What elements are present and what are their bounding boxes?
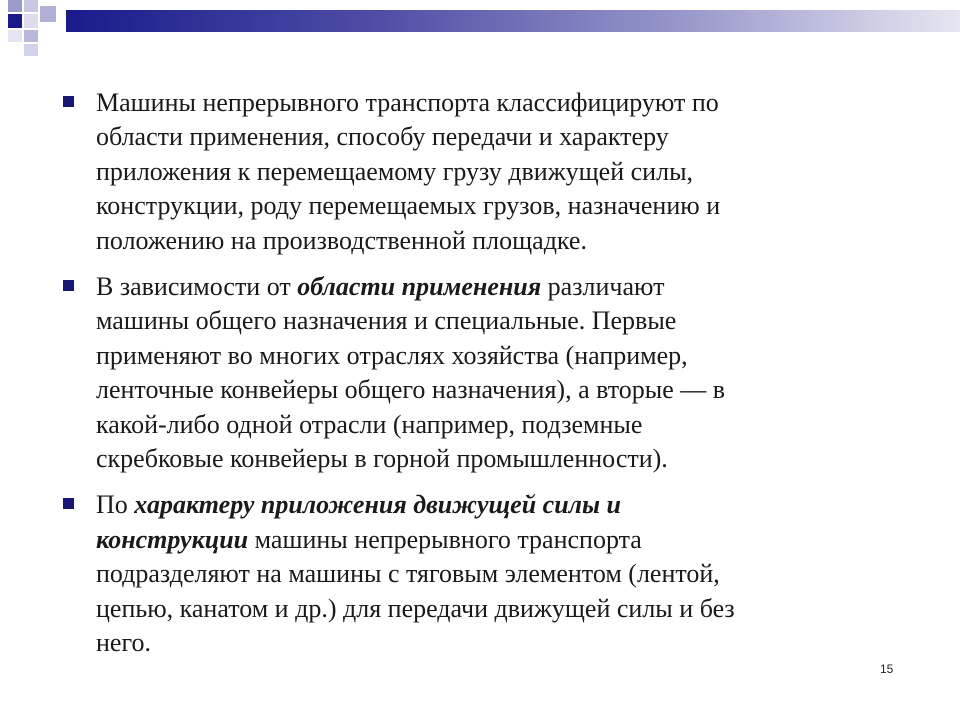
bullet-item	[58, 270, 888, 476]
emphasis-text: области применения	[297, 272, 542, 302]
text-part: различают машины общего назначения и специальные. Первые применяют во многих отраслях хозяйства (например, ленточные конвейеры общего назначения), а вторые — в какой-либо одной отрасли (например, подземные скребковые конвейеры в горной промышленности).	[96, 272, 726, 474]
square-bullet-icon	[63, 280, 74, 291]
text-part: По	[96, 490, 135, 520]
bullet-text	[96, 270, 888, 476]
slide-content	[58, 86, 888, 673]
square-bullet-icon	[63, 96, 74, 107]
emphasis-text: характеру приложения движущей силы и конструкции	[96, 490, 622, 554]
bullet-item	[58, 86, 888, 258]
page-number: 15	[880, 662, 894, 676]
text-part: машины непрерывного транспорта подразделяют на машины с тяговым элементом (лентой, цепью, канатом и др.) для передачи движущей силы и без него.	[96, 524, 735, 658]
bullet-item	[58, 488, 888, 660]
header-gradient-bar	[66, 10, 960, 32]
square-bullet-icon	[63, 498, 74, 509]
text-part: В зависимости от	[96, 272, 298, 302]
bullet-text	[96, 488, 888, 660]
bullet-text: Машины непрерывного транспорта классифицируют по области применения, способу передачи и характеру приложения к перемещаемому грузу движущей силы, конструкции, роду перемещаемых грузов, назначению и положению на производственной площадке.	[96, 88, 721, 255]
